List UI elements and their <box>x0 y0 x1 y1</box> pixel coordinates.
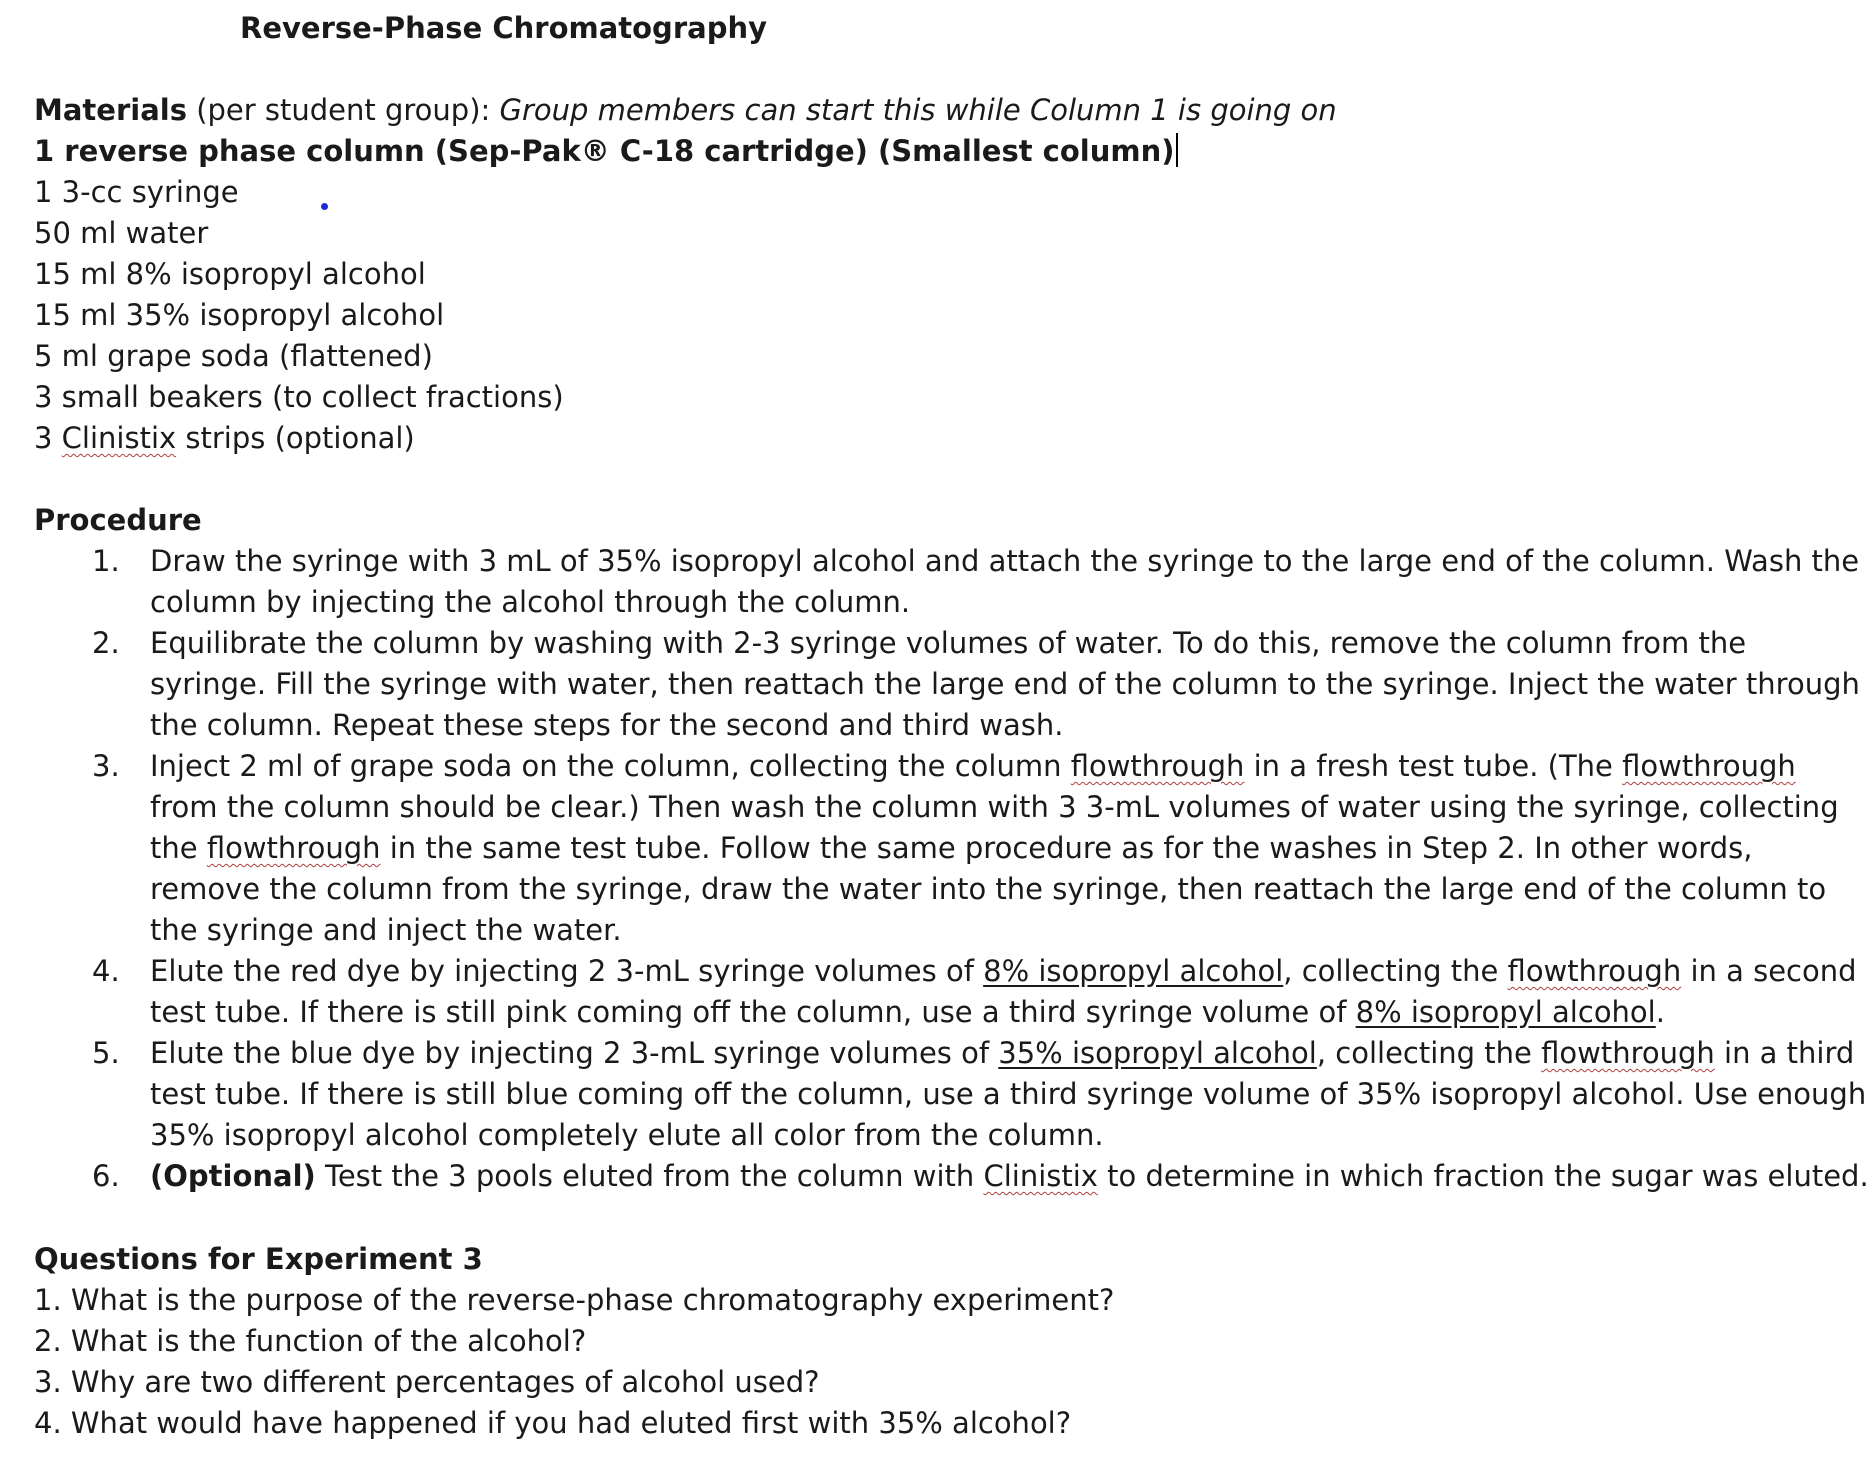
materials-section <box>34 90 1774 459</box>
list-item: 15 ml 8% isopropyl alcohol <box>34 257 426 291</box>
list-item-suffix: strips (optional) <box>176 421 415 455</box>
step-text: in a second <box>1681 954 1857 988</box>
questions-heading: Questions for Experiment 3 <box>34 1242 483 1276</box>
step-text-line: 35% isopropyl alcohol completely elute all color from the column. <box>150 1118 1104 1152</box>
step-text: Elute the red dye by injecting 2 3-mL syringe volumes of <box>150 954 984 988</box>
step-text-line: the syringe and inject the water. <box>150 913 622 947</box>
procedure-heading-wrap <box>34 500 1774 541</box>
step-text-line: column by injecting the alcohol through the column. <box>150 585 911 619</box>
step-number: 6. <box>92 1159 120 1193</box>
step-text-line <box>150 992 1774 1033</box>
question-item: 1. What is the purpose of the reverse-phase chromatography experiment? <box>34 1283 1115 1317</box>
underlined-reagent: 35% isopropyl alcohol <box>998 1036 1317 1070</box>
step-text-line: the column. Repeat these steps for the second and third wash. <box>150 708 1064 742</box>
step-text: , collecting the <box>1316 1036 1542 1070</box>
step-text: the <box>150 831 207 865</box>
page-title: Reverse-Phase Chromatography <box>240 11 767 45</box>
question-item: 2. What is the function of the alcohol? <box>34 1324 587 1358</box>
step-text-line <box>150 1033 1855 1074</box>
questions-section <box>34 1239 1774 1444</box>
list-item: 1 3-cc syringe <box>34 175 239 209</box>
step-text: Test the 3 pools eluted from the column with <box>315 1159 984 1193</box>
step-text-line: Draw the syringe with 3 mL of 35% isopropyl alcohol and attach the syringe to the large end of the column. Wash the <box>150 544 1860 578</box>
materials-subheading: (per student group): <box>186 93 500 127</box>
list-item: 15 ml 35% isopropyl alcohol <box>34 298 445 332</box>
step-number: 5. <box>92 1036 120 1070</box>
materials-heading-line <box>34 90 1774 131</box>
procedure-step-5 <box>34 1033 1867 1156</box>
procedure-list <box>34 541 1869 1197</box>
step-text-line <box>150 1156 1869 1197</box>
spelling-flag-word[interactable]: Clinistix <box>61 421 177 455</box>
procedure-heading: Procedure <box>34 503 202 537</box>
spelling-flag-word[interactable]: flowthrough <box>206 831 381 865</box>
step-text: in a fresh test tube. (The <box>1244 749 1623 783</box>
list-item: 50 ml water <box>34 216 209 250</box>
step-text-line: syringe. Fill the syringe with water, then reattach the large end of the column to the syringe. Inject the water through <box>150 667 1860 701</box>
step-text-line: remove the column from the syringe, draw the water into the syringe, then reattach the large end of the column to <box>150 872 1827 906</box>
step-text-line <box>150 746 1796 787</box>
question-item: 4. What would have happened if you had eluted first with 35% alcohol? <box>34 1406 1072 1440</box>
step-text: in the same test tube. Follow the same procedure as for the washes in Step 2. In other words, <box>380 831 1753 865</box>
step-text: Inject 2 ml of grape soda on the column, collecting the column <box>150 749 1071 783</box>
step-number: 2. <box>92 626 120 660</box>
step-number: 3. <box>92 749 120 783</box>
column-item-text: 1 reverse phase column (Sep-Pak® C-18 cartridge) (Smallest column) <box>34 134 1175 168</box>
step-text-line <box>150 951 1857 992</box>
materials-heading: Materials <box>34 93 187 127</box>
step-number: 1. <box>92 544 120 578</box>
underlined-reagent: 8% isopropyl alcohol <box>983 954 1284 988</box>
spelling-flag-word[interactable]: flowthrough <box>1507 954 1682 988</box>
procedure-step-3 <box>34 746 1839 951</box>
materials-column-item[interactable] <box>34 131 1774 172</box>
procedure-step-1 <box>34 541 1860 623</box>
spelling-flag-word[interactable]: Clinistix <box>983 1159 1098 1193</box>
list-item: 5 ml grape soda (flattened) <box>34 339 433 373</box>
blue-dot-mark <box>321 203 328 210</box>
step-text: . <box>1655 995 1665 1029</box>
list-item-prefix: 3 <box>34 421 62 455</box>
procedure-step-6 <box>34 1156 1869 1197</box>
step-text-line: Equilibrate the column by washing with 2-3 syringe volumes of water. To do this, remove the column from the <box>150 626 1747 660</box>
materials-note: Group members can start this while Column 1 is going on <box>499 93 1337 127</box>
step-text: Elute the blue dye by injecting 2 3-mL syringe volumes of <box>150 1036 999 1070</box>
underlined-reagent: 8% isopropyl alcohol <box>1355 995 1656 1029</box>
text-cursor <box>1176 133 1178 167</box>
step-text: , collecting the <box>1283 954 1508 988</box>
spelling-flag-word[interactable]: flowthrough <box>1541 1036 1715 1070</box>
step-text: to determine in which fraction the sugar was eluted. <box>1097 1159 1869 1193</box>
step-text-line <box>150 828 1774 869</box>
procedure-step-2 <box>34 623 1860 746</box>
step-text: test tube. If there is still pink coming off the column, use a third syringe volume of <box>150 995 1356 1029</box>
optional-label: (Optional) <box>150 1159 316 1193</box>
spelling-flag-word[interactable]: flowthrough <box>1070 749 1245 783</box>
spelling-flag-word[interactable]: flowthrough <box>1622 749 1796 783</box>
step-number: 4. <box>92 954 120 988</box>
list-item <box>34 418 1774 459</box>
step-text: in a third <box>1714 1036 1855 1070</box>
step-text-line: from the column should be clear.) Then wash the column with 3 3-mL volumes of water using the syringe, collecting <box>150 790 1839 824</box>
question-item: 3. Why are two different percentages of alcohol used? <box>34 1365 820 1399</box>
step-text-line: test tube. If there is still blue coming off the column, use a third syringe volume of 35% isopropyl alcohol. Use enough <box>150 1077 1867 1111</box>
procedure-step-4 <box>34 951 1857 1033</box>
list-item: 3 small beakers (to collect fractions) <box>34 380 564 414</box>
